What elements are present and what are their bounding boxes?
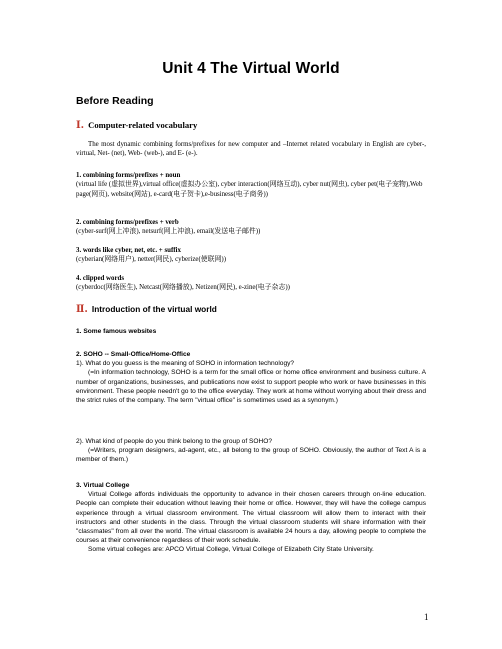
- section2-title: Introduction of the virtual world: [91, 304, 217, 314]
- vocab-item-2: [76, 218, 426, 237]
- soho-answer-1: (=In information technology, SOHO is a term for the small office or home office environment and business culture. A number of organizations, businesses, and publications now exist to support people who work or have businesses in this environment. These people needn't go to the office everyday. They work at home without worrying about their dress and the strict rules of the company. The term "virtual office" is sometimes used as a synonym.): [76, 369, 426, 405]
- vocab-item-1: [76, 171, 426, 199]
- vocab-item-3-heading: 3. words like cyber, net, etc. + suffix: [76, 247, 181, 254]
- vocab-item-2-heading: 2. combining forms/prefixes + verb: [76, 219, 179, 226]
- vocab-item-1-heading: 1. combining forms/prefixes + noun: [76, 172, 181, 179]
- soho-q2-block: [76, 437, 426, 465]
- vocab-item-2-text: (cyber-surf(网上冲浪), netsurf(网上冲浪), email(发送电子邮件)): [76, 228, 261, 236]
- virtual-college-block: [76, 481, 426, 555]
- soho-block: [76, 350, 426, 405]
- section1-heading: [76, 120, 197, 131]
- websites-subheading: 1. Some famous websites: [76, 328, 157, 335]
- section1-title: Computer-related vocabulary: [88, 120, 198, 130]
- soho-answer-2: (=Writers, program designers, ad-agent, etc., all belong to the group of SOHO. Obviously, the author of Text A is a member of them.): [76, 447, 426, 464]
- section1-roman: Ⅰ.: [76, 120, 85, 131]
- page-number: 1: [424, 612, 429, 622]
- virtual-college-subheading: 3. Virtual College: [76, 482, 130, 489]
- virtual-college-examples: Some virtual colleges are: APCO Virtual College, Virtual College of Elizabeth City State University.: [88, 546, 374, 554]
- soho-question-2: 2). What kind of people do you think belong to the group of SOHO?: [76, 438, 273, 445]
- soho-question-1: 1). What do you guess is the meaning of SOHO in information technology?: [76, 360, 295, 368]
- vocab-item-4-text: (cyberdoc(网络医生), Netcast(网络播放), Netizen(网民), e-zine(电子杂志)): [76, 284, 290, 292]
- section2-heading: [76, 304, 217, 315]
- vocab-item-4-heading: 4. clipped words: [76, 275, 125, 282]
- soho-subheading: 2. SOHO -- Small-Office/Home-Office: [76, 351, 191, 358]
- vocab-item-3-text: (cyberian(网络用户), netter(网民), cyberize(使联网)): [76, 256, 227, 264]
- virtual-college-paragraph: Virtual College affords individuals the opportunity to advance in their chosen careers through on-line education. People can complete their education without leaving their home or office. However, they will have the college campus experience through a virtual classroom environment. The virtual classroom will allow them to interact with their instructors and other students in the class. Through the virtual classroom students will share information with their "classmates" from all over the world. The virtual classroom is available 24 hours a day, allowing people to complete the courses at their convenience regardless of their work schedule.: [76, 491, 426, 545]
- vocab-item-1-text: (virtual life (虚拟世界),virtual office(虚拟办公室), cyber interaction(网络互动), cyber nut(网虫), cyber pet(电子宠物),Web page(网页), website(网站), e-card(电子贺卡),e-business(电子商务)): [76, 181, 423, 198]
- section1-intro: The most dynamic combining forms/prefixes for new computer and –Internet related vocabulary in English are cyber-, virtual, Net- (net), Web- (web-), and E- (e-).: [76, 141, 426, 158]
- before-reading-heading: Before Reading: [76, 95, 154, 107]
- vocab-item-3: [76, 246, 426, 265]
- section2-roman: Ⅱ.: [76, 304, 88, 315]
- vocab-item-4: [76, 274, 426, 293]
- page-title: Unit 4 The Virtual World: [162, 60, 340, 77]
